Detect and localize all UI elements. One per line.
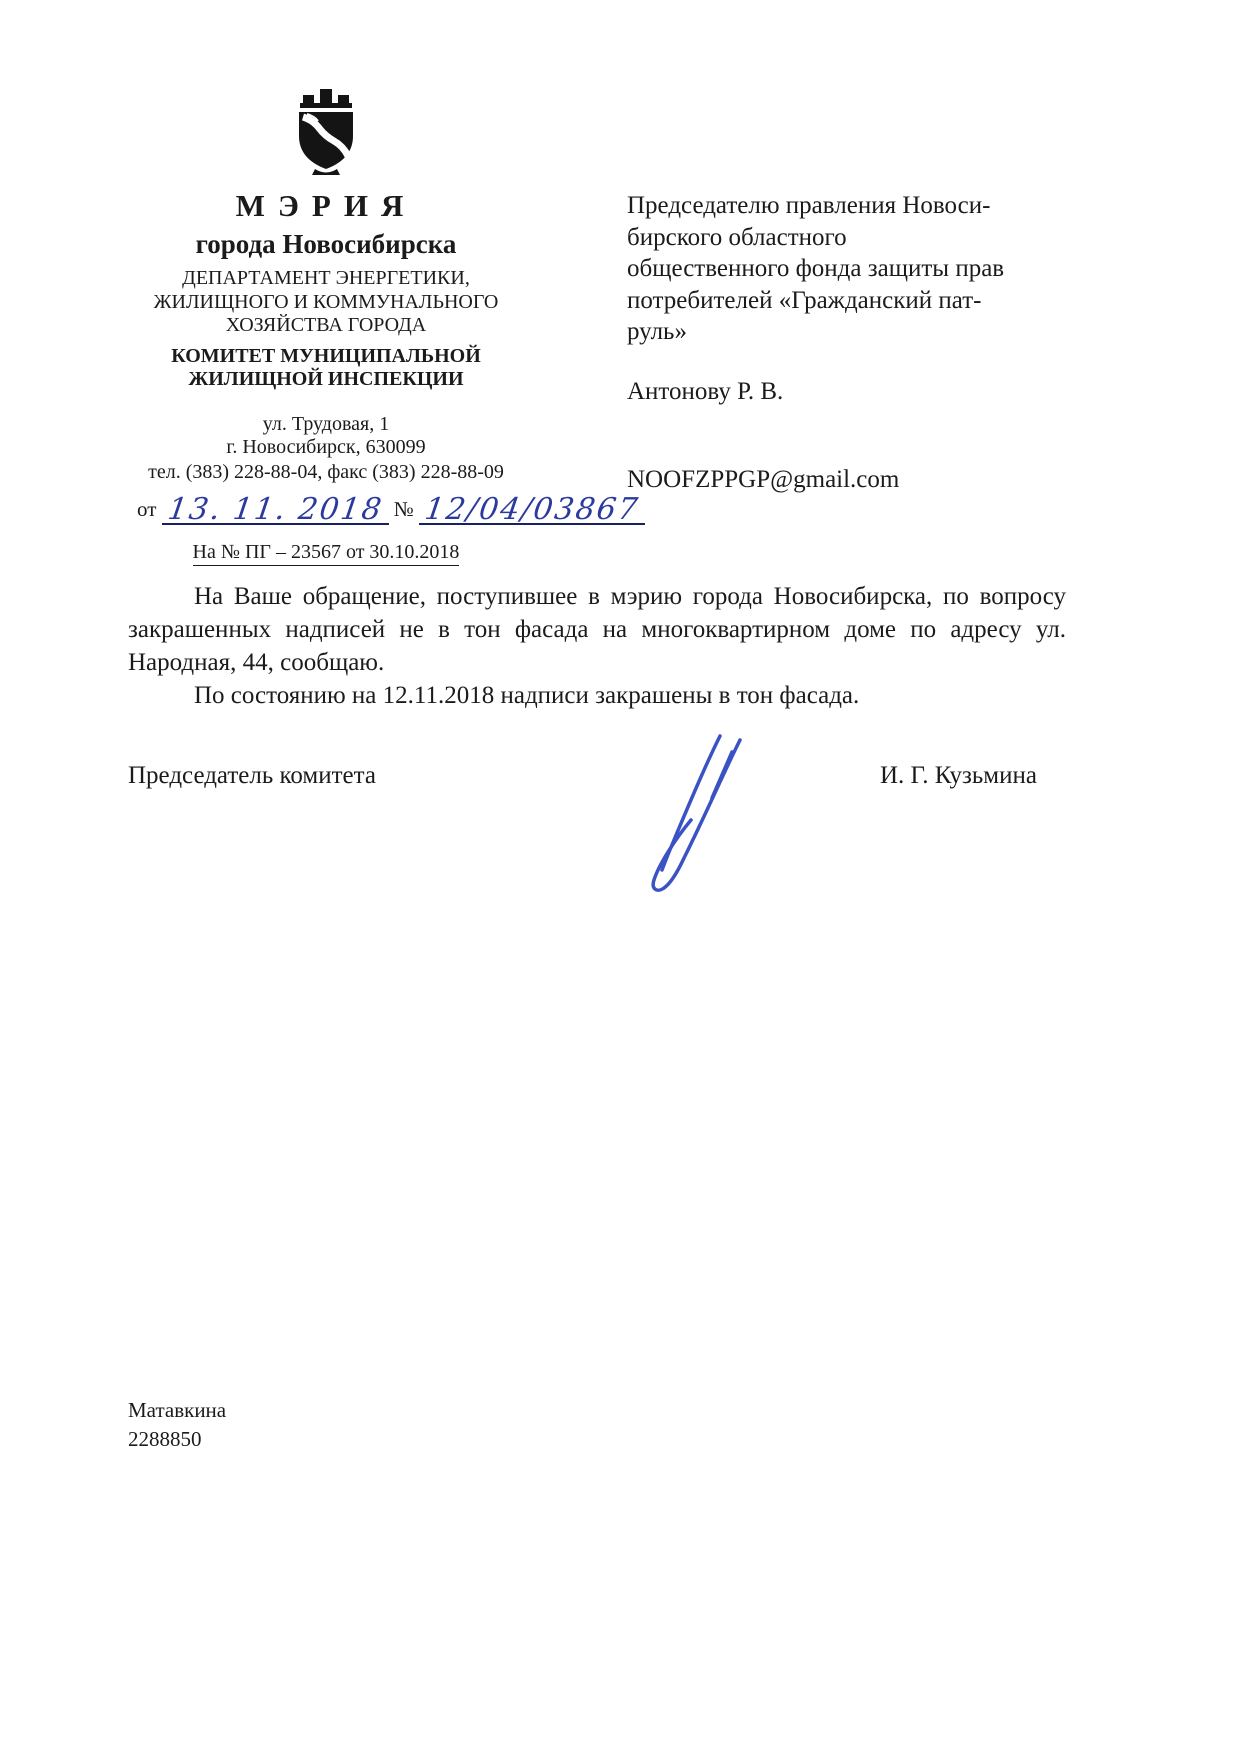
body-paragraph-2: По состоянию на 12.11.2018 надписи закрашены в тон фасада. <box>194 682 860 709</box>
department-lines <box>103 267 549 337</box>
executor-phone: 2288850 <box>128 1427 202 1452</box>
department-line1: ДЕПАРТАМЕНТ ЭНЕРГЕТИКИ, <box>182 267 470 290</box>
letterhead <box>103 86 642 566</box>
org-name-line1: МЭРИЯ <box>235 188 417 223</box>
address-line2: г. Новосибирск, 630099 <box>226 436 426 459</box>
executor-name: Матавкина <box>128 1398 227 1422</box>
department-line2: ЖИЛИЩНОГО И КОММУНАЛЬНОГО <box>153 290 499 313</box>
date-label: от <box>137 496 157 521</box>
recipient-line: потребителей «Гражданский пат- <box>627 286 982 314</box>
recipient-name: Антонову Р. В. <box>627 377 784 405</box>
handwritten-signature <box>628 732 778 897</box>
outgoing-date-number-row <box>103 491 642 527</box>
signer-name: И. Г. Кузьмина <box>880 762 1037 789</box>
body-paragraph-1: На Ваше обращение, поступившее в мэрию города Новосибирска, по вопросу закрашенных надписей не в тон фасада на многоквартирном доме по адресу ул. Народная, 44, сообщаю. <box>128 583 1066 676</box>
letter-body <box>128 580 1066 712</box>
incoming-reference-line: На № ПГ – 23567 от 30.10.2018 <box>103 541 549 566</box>
signer-title: Председатель комитета <box>128 762 376 789</box>
address-line1: ул. Трудовая, 1 <box>262 413 390 436</box>
recipient-line: бирского областного <box>627 223 847 251</box>
number-blank <box>419 492 645 525</box>
handwritten-number: 12/04/03867 <box>422 491 642 527</box>
department-line3: ХОЗЯЙСТВА ГОРОДА <box>225 314 427 337</box>
number-label: № <box>393 496 414 521</box>
address-block <box>103 413 549 484</box>
recipient-line: руль» <box>627 318 687 345</box>
committee-line2: ЖИЛИЩНОЙ ИНСПЕКЦИИ <box>188 367 464 390</box>
handwritten-date: 13. 11. 2018 <box>165 491 386 527</box>
recipient-line: общественного фонда защиты прав <box>627 255 1005 282</box>
recipient-block <box>627 190 1077 496</box>
city-coat-of-arms-icon <box>283 86 369 176</box>
date-blank <box>162 492 389 525</box>
executor-block <box>128 1396 226 1455</box>
committee-lines <box>103 345 549 392</box>
recipient-line: Председателю правления Новоси- <box>627 192 991 219</box>
org-name-line2: города Новосибирска <box>195 228 457 259</box>
phone-fax-line: тел. (383) 228-88-04, факс (383) 228-88-09 <box>148 460 504 483</box>
committee-line1: КОМИТЕТ МУНИЦИПАЛЬНОЙ <box>171 344 481 367</box>
recipient-email: NOOFZPPGP@gmail.com <box>627 466 900 493</box>
